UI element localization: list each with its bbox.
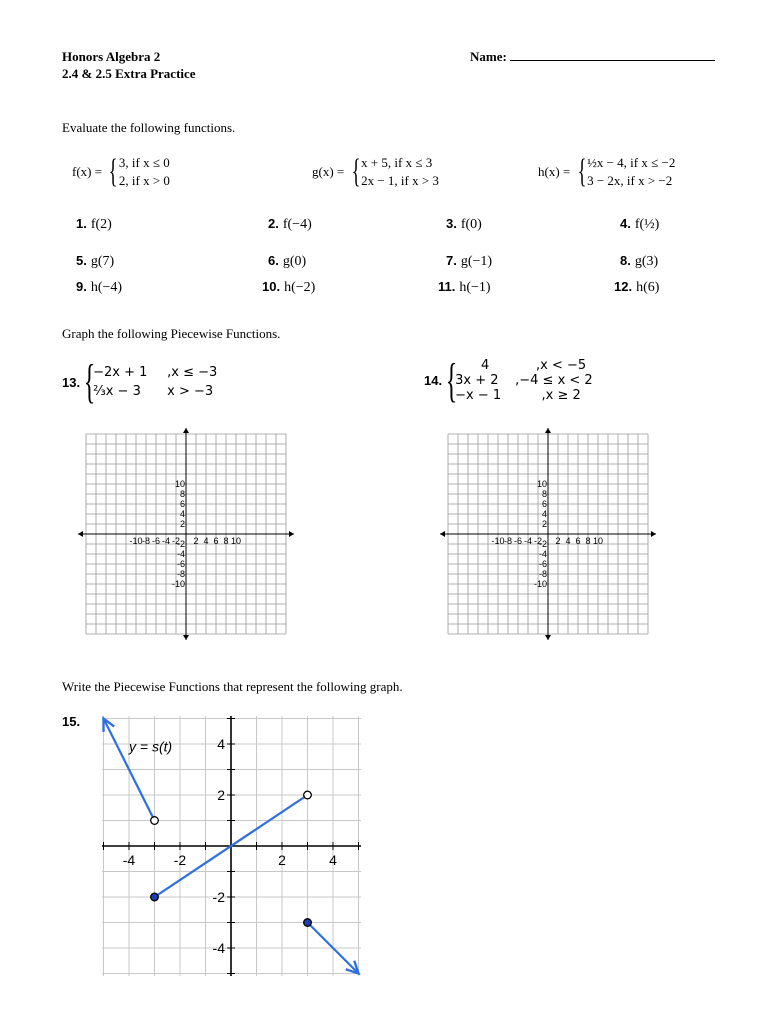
- y-tick-label: 8: [179, 489, 185, 499]
- x-tick-label: 2: [193, 536, 199, 546]
- p14-cond-2: ,−4 ≤ x < 2: [515, 373, 593, 388]
- y-tick-label: 2: [179, 519, 185, 529]
- problem-4: 4. f(½): [620, 216, 660, 232]
- graph-grid-14[interactable]: [436, 426, 656, 648]
- problem-14-number: 14.: [424, 373, 443, 388]
- y-tick-label: 6: [541, 499, 547, 509]
- y-tick-label: 2: [541, 519, 547, 529]
- y-tick-label: -10: [171, 579, 185, 589]
- y-tick-label: -8: [538, 569, 547, 579]
- closed-point: [151, 893, 159, 901]
- problem-13: 13. { −2x + 1 ,x ≤ −3 ⅔x − 3 x > −3: [62, 355, 218, 408]
- y-tick-label: 4: [179, 509, 185, 519]
- y-tick-label: 8: [541, 489, 547, 499]
- x-tick-label: 2: [555, 536, 561, 546]
- p14-expr-1: 4: [480, 358, 490, 373]
- y-tick-label: -4: [538, 549, 547, 559]
- problem-2: 2. f(−4): [268, 216, 312, 232]
- p14-expr-2: 3x + 2: [455, 373, 499, 388]
- x-axis-arrow-left: [440, 531, 445, 537]
- section1-instruction: Evaluate the following functions.: [62, 120, 236, 135]
- problem-8: 8. g(3): [620, 253, 659, 269]
- y-tick-label: -4: [176, 549, 185, 559]
- x-tick-label: 6: [575, 536, 581, 546]
- open-point: [151, 817, 159, 825]
- x-tick-label: 8: [223, 536, 229, 546]
- graph-grid-13[interactable]: [74, 426, 294, 648]
- graph-s-of-t: [102, 712, 364, 978]
- x-tick-label: 4: [203, 536, 209, 546]
- y-tick-label: -8: [176, 569, 185, 579]
- problem-3: 3. f(0): [446, 216, 482, 232]
- function-g-case-1: x + 5, if x ≤ 3: [361, 155, 433, 170]
- p14-cond-3: ,x ≥ 2: [541, 388, 581, 403]
- x-tick-label: -10: [129, 536, 143, 546]
- x-tick-label: -6: [151, 536, 161, 546]
- x-axis-arrow-right: [289, 531, 294, 537]
- problem-14: 14. { 4 ,x < −5 3x + 2 ,−4 ≤ x < 2 −x − 1 ,x ≥ 2: [424, 358, 607, 403]
- p14-expr-3: −x − 1: [455, 388, 502, 403]
- x-tick-label: -4: [523, 536, 533, 546]
- function-f-case-1: 3, if x ≤ 0: [118, 155, 170, 170]
- x-tick-label: -10: [491, 536, 505, 546]
- name-field: [470, 48, 715, 65]
- x-tick-label: -2: [533, 536, 543, 546]
- function-h: h(x) = { ½x − 4, if x ≤ −2 3 − 2x, if x > −2: [538, 153, 676, 190]
- worksheet-subtitle: 2.4 & 2.5 Extra Practice: [62, 66, 196, 81]
- section2-instruction: Graph the following Piecewise Functions.: [62, 326, 281, 341]
- problem-6: 6. g(0): [268, 253, 307, 269]
- x-tick-label: 4: [329, 852, 337, 868]
- p13-expr-2: ⅔x − 3: [93, 384, 141, 399]
- problem-10: 10. h(−2): [262, 279, 316, 295]
- y-tick-label: 4: [217, 736, 225, 752]
- x-tick-label: -8: [141, 536, 151, 546]
- x-tick-label: -2: [173, 852, 187, 868]
- x-tick-label: 10: [592, 536, 604, 546]
- function-g: g(x) = { x + 5, if x ≤ 3 2x − 1, if x > 3: [312, 153, 439, 190]
- x-tick-label: -6: [513, 536, 523, 546]
- problem-1: 1. f(2): [76, 216, 112, 232]
- x-tick-label: -4: [161, 536, 171, 546]
- p14-cond-1: ,x < −5: [536, 358, 587, 373]
- y-axis-arrow-up: [183, 428, 189, 433]
- problem-7: 7. g(−1): [446, 253, 493, 269]
- y-axis-arrow-down: [545, 635, 551, 640]
- y-tick-label: -4: [212, 940, 225, 956]
- function-g-lhs: g(x) =: [312, 164, 345, 179]
- x-tick-label: 10: [230, 536, 242, 546]
- problem-15-number: 15.: [62, 714, 81, 729]
- problem-11: 11. h(−1): [438, 279, 491, 295]
- function-h-case-2: 3 − 2x, if x > −2: [587, 173, 673, 188]
- function-g-case-2: 2x − 1, if x > 3: [361, 173, 439, 188]
- name-label: Name:: [470, 49, 507, 64]
- p13-cond-1: ,x ≤ −3: [167, 365, 218, 380]
- open-point: [304, 791, 312, 799]
- problem-13-number: 13.: [62, 374, 81, 390]
- y-axis-arrow-down: [183, 635, 189, 640]
- p13-cond-2: x > −3: [167, 384, 214, 399]
- y-tick-label: -6: [538, 559, 547, 569]
- x-axis-arrow-left: [78, 531, 83, 537]
- x-tick-label: -2: [171, 536, 181, 546]
- function-f-case-2: 2, if x > 0: [118, 173, 170, 188]
- function-h-case-1: ½x − 4, if x ≤ −2: [587, 155, 676, 170]
- y-tick-label: 6: [179, 499, 185, 509]
- x-tick-label: -8: [503, 536, 513, 546]
- function-label: y = s(t): [129, 738, 173, 755]
- x-tick-label: 6: [213, 536, 219, 546]
- p13-expr-1: −2x + 1: [93, 365, 148, 380]
- closed-point: [304, 919, 312, 927]
- x-tick-label: -4: [122, 852, 136, 868]
- problem-12: 12. h(6): [614, 279, 660, 295]
- y-axis-arrow-up: [545, 428, 551, 433]
- function-f: f(x) = { 3, if x ≤ 0 2, if x > 0: [72, 153, 170, 190]
- y-tick-label: -2: [176, 539, 185, 549]
- section3-instruction: Write the Piecewise Functions that represent the following graph.: [62, 679, 403, 694]
- y-tick-label: 2: [217, 787, 225, 803]
- x-axis-arrow-right: [651, 531, 656, 537]
- y-tick-label: -2: [538, 539, 547, 549]
- name-blank[interactable]: [510, 48, 715, 61]
- y-tick-label: 10: [536, 479, 547, 489]
- problem-5: 5. g(7): [76, 253, 115, 269]
- y-tick-label: 10: [174, 479, 185, 489]
- function-f-lhs: f(x) =: [72, 164, 103, 179]
- x-tick-label: 4: [565, 536, 571, 546]
- x-tick-label: 2: [278, 852, 286, 868]
- course-title: Honors Algebra 2: [62, 49, 161, 64]
- x-tick-label: 8: [585, 536, 591, 546]
- problem-9: 9. h(−4): [76, 279, 123, 295]
- y-tick-label: -10: [533, 579, 547, 589]
- y-tick-label: -6: [176, 559, 185, 569]
- y-tick-label: -2: [212, 889, 225, 905]
- y-tick-label: 4: [541, 509, 547, 519]
- function-h-lhs: h(x) =: [538, 164, 571, 179]
